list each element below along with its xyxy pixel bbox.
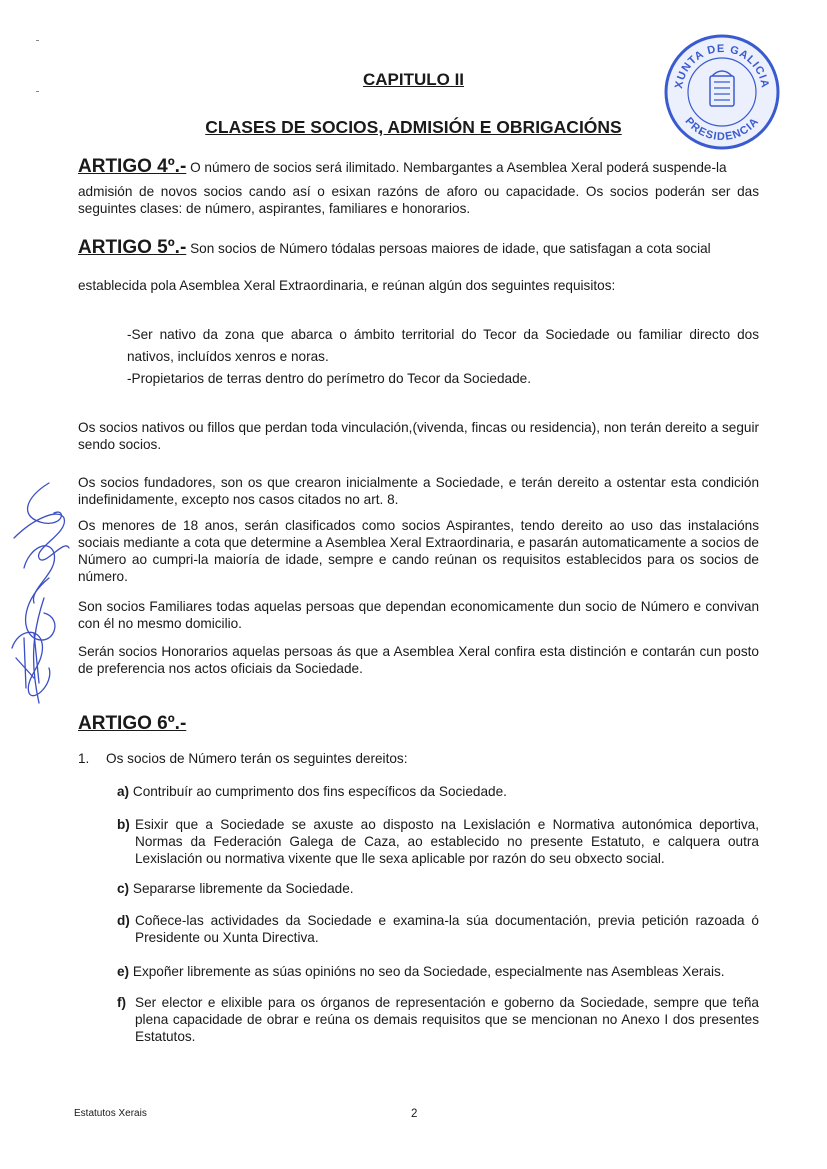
footer-document-name: Estatutos Xerais (74, 1108, 147, 1119)
paragraph-nativos: Os socios nativos ou fillos que perdan toda vinculación,(vivenda, fincas ou residencia), non terán dereito a seguir sendo socios. (78, 420, 759, 452)
right-letter: d) (117, 913, 130, 928)
right-letter: b) (117, 817, 130, 832)
chapter-title: CAPITULO II (362, 70, 465, 89)
right-c (117, 880, 759, 897)
artigo-4-label: ARTIGO 4º.- (78, 156, 187, 177)
margin-mark (36, 91, 39, 92)
right-letter: f) (117, 995, 127, 1010)
right-text: Ser elector e elixible para os órganos de representación e goberno da Sociedade, sempre que teña plena capacidade de obrar e reúna os demais requisitos que se mencionan no Anexo I dos presentes Estatutos. (135, 995, 759, 1044)
stamp-top-text: XUNTA DE GALICIA (673, 42, 771, 90)
paragraph-fundadores: Os socios fundadores, son os que crearon inicialmente a Sociedade, e terán dereito a ostentar esta condición indefinidamente, excepto nos casos citados no art. 8. (78, 475, 759, 507)
stamp-bottom-text: PRESIDENCIA (682, 115, 762, 144)
paragraph-honorarios: Serán socios Honorarios aquelas persoas ás que a Asemblea Xeral confira esta distinción e contarán cun posto de preferencia nos actos oficiais da Sociedade. (78, 644, 759, 676)
right-letter: e) (117, 964, 130, 979)
artigo-5 (78, 239, 759, 257)
handwritten-signature (4, 478, 84, 708)
requirement-1: -Ser nativo da zona que abarca o ámbito territorial do Tecor da Sociedade ou familiar directo dos nativos, incluídos xenros e noras. (127, 327, 759, 364)
artigo-5-second-line: establecida pola Asemblea Xeral Extraordinaria, e reúnan algún dos seguintes requisitos: (78, 278, 616, 293)
section-subtitle: CLASES DE SOCIOS, ADMISIÓN E OBRIGACIÓNS (205, 117, 622, 137)
right-e (117, 963, 759, 980)
right-a (117, 783, 759, 800)
right-text: Contribuír ao cumprimento dos fins específicos da Sociedade. (132, 784, 507, 799)
paragraph-menores: Os menores de 18 anos, serán clasificados como socios Aspirantes, tendo dereito ao uso das instalacións sociais mediante a cota que determine a Asemblea Xeral Extraordinaria, e pasarán automaticamente a socios de Número ao cumpri-la maioría de idade, sempre e cando reúnan os requisitos establecidos para os socios de número. (78, 518, 759, 584)
item-number: 1. (78, 751, 90, 766)
artigo-5-label: ARTIGO 5º.- (78, 237, 187, 258)
artigo-4-first-line: O número de socios será ilimitado. Nembargantes a Asemblea Xeral poderá suspende-la (190, 160, 727, 175)
right-b (117, 816, 759, 867)
official-stamp (662, 32, 782, 152)
right-f (117, 994, 759, 1045)
item-text: Os socios de Número terán os seguintes dereitos: (106, 751, 408, 766)
page-number: 2 (411, 1108, 418, 1120)
artigo-4 (78, 158, 759, 176)
right-letter: a) (117, 784, 130, 799)
artigo-5-first-line: Son socios de Número tódalas persoas maiores de idade, que satisfagan a cota social (190, 241, 711, 256)
right-text: Coñece-las actividades da Sociedade e examina-la súa documentación, previa petición razoada ó Presidente ou Xunta Directiva. (135, 913, 759, 945)
right-text: Esixir que a Sociedade se axuste ao disposto na Lexislación e Normativa autonómica deportiva, Normas da Federación Galega de Caza, ao establecido no presente Estatuto, e calquera outra Lexislación ou normativa vixente que lle sexa aplicable por razón do seu obxecto social. (135, 817, 759, 866)
artigo-6-label: ARTIGO 6º.- (78, 713, 187, 734)
right-text: Expoñer libremente as súas opinións no seo da Sociedade, especialmente nas Asembleas Xerais. (132, 964, 725, 979)
margin-mark (36, 40, 39, 41)
right-text: Separarse libremente da Sociedade. (132, 881, 354, 896)
right-d (117, 912, 759, 946)
paragraph-familiares: Son socios Familiares todas aquelas persoas que dependan economicamente dun socio de Número e convivan con él no mesmo domicilio. (78, 599, 759, 631)
requirement-2: -Propietarios de terras dentro do perímetro do Tecor da Sociedade. (127, 371, 532, 386)
right-letter: c) (117, 881, 130, 896)
artigo-4-text: admisión de novos socios cando así o esixan razóns de aforo ou capacidade. Os socios poderán ser das seguintes clases: de número, aspirantes, familiares e honorarios. (78, 184, 759, 216)
